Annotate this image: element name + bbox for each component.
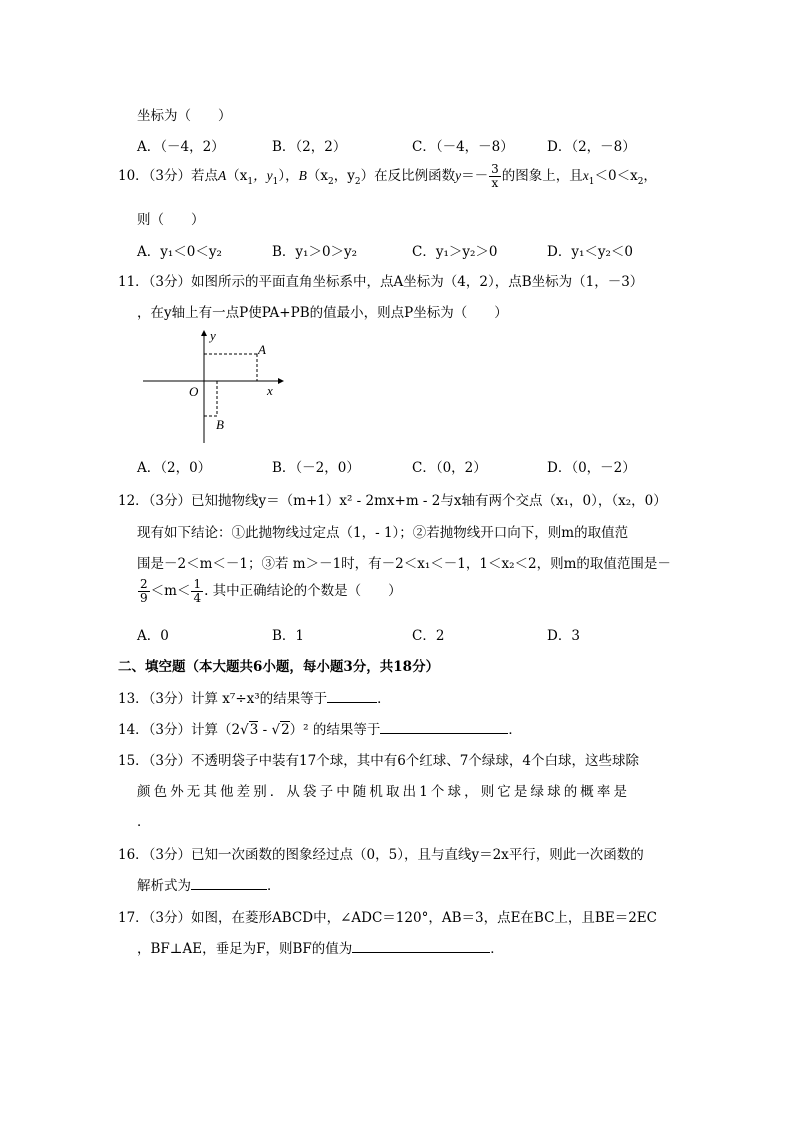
q9-option-c: C．（－4，－8） — [412, 139, 514, 155]
q16-answer-blank[interactable] — [191, 877, 267, 890]
q9-option-b: B．（2，2） — [272, 139, 347, 155]
q10-option-d: D．y₁＜y₂＜0 — [547, 244, 633, 260]
q11-line1: 11．（3分）如图所示的平面直角坐标系中，点A坐标为（4，2），点B坐标为（1，－3） — [118, 274, 644, 290]
y-axis-label: y — [210, 328, 216, 343]
q10-option-a: A．y₁＜0＜y₂ — [137, 244, 222, 260]
q10-option-c: C．y₁＞y₂＞0 — [412, 244, 498, 260]
q17-line2: ，BF⊥AE，垂足为F，则BF的值为 ． — [137, 941, 504, 957]
q11-option-d: D．（0，－2） — [547, 460, 636, 476]
q12-option-d: D．3 — [547, 628, 580, 644]
q12-option-b: B．1 — [272, 628, 305, 644]
q12-line3: 围是－2＜m＜－1；③若 m＞－1时，有－2＜x₁＜－1，1＜x₂＜2，则m的取值范围是－ — [137, 556, 671, 572]
q11-option-a: A．（2，0） — [137, 460, 212, 476]
origin-label: O — [189, 384, 199, 399]
q9-tail: 坐标为（ ） — [137, 108, 232, 124]
q12-line4: $\frac{2}{9}$ ＜m＜ $\frac{1}{4}$ . 其中正确结论的个数是（ ） — [140, 577, 402, 606]
q10-stem: 10．（3分）若点$A(x_1$，$y_1$），$B(x_2$，$y_2$）在反比例函数y＝－ $\frac{3}{x}$ 的图象上，且$x_1<0<x_2$， — [118, 162, 657, 191]
q15-line2: 颜色外无其他差别．从袋子中随机取出1个球，则它是绿球的概率是 — [137, 784, 631, 800]
q16-line2: 解析式为 ． — [137, 878, 281, 894]
q13: 13．（3分）计算 x⁷÷x³的结果等于 ． — [118, 691, 391, 707]
q12-option-c: C．2 — [412, 628, 445, 644]
q15-line1: 15．（3分）不透明袋子中装有17个球，其中有6个红球、7个绿球，4个白球，这些球除 — [118, 753, 639, 769]
q12-fraction-1: $\frac{2}{9}$ — [140, 577, 148, 606]
x-axis-arrow — [278, 378, 284, 384]
q11-line2: ，在y轴上有一点P使PA+PB的值最小，则点P坐标为（ ） — [137, 305, 508, 321]
q11-coordinate-figure — [140, 328, 290, 446]
q10-option-b: B．y₁＞0＞y₂ — [272, 244, 358, 260]
y-axis-arrow — [201, 330, 207, 336]
q10-fraction: $\frac{3}{x}$ — [491, 162, 499, 191]
q17-line1: 17．（3分）如图，在菱形ABCD中，∠ADC＝120°，AB＝3，点E在BC上，且BE＝2EC — [118, 910, 657, 926]
x-axis-label: x — [267, 383, 273, 398]
q12-line1: 12．（3分）已知抛物线y＝（m+1）x² - 2mx+m - 2与x轴有两个交点（x₁，0），（x₂，0） — [118, 493, 667, 509]
q14: 14．（3分）计算（2√3 - √2）² 的结果等于 ． — [118, 722, 522, 738]
q16-line1: 16．（3分）已知一次函数的图象经过点（0，5），且与直线y＝2x平行，则此一次函数的 — [118, 847, 644, 863]
q9-option-a: A．（－4，2） — [137, 139, 225, 155]
q17-answer-blank[interactable] — [352, 940, 490, 953]
point-b-label: B — [216, 417, 224, 432]
q14-answer-blank[interactable] — [380, 721, 508, 734]
point-a-label: A — [258, 342, 266, 357]
q13-answer-blank[interactable] — [327, 690, 377, 703]
section-heading: 二、填空题（本大题共6小题，每小题3分，共18分） — [118, 659, 440, 675]
q15-line3: ． — [137, 814, 151, 830]
q12-fraction-2: $\frac{1}{4}$ — [193, 577, 202, 606]
q10-then: 则（ ） — [137, 212, 205, 228]
q12-line2: 现有如下结论：①此抛物线过定点（1，- 1）；②若抛物线开口向下，则m的取值范 — [137, 525, 629, 541]
q11-option-b: B．（－2，0） — [272, 460, 360, 476]
q12-option-a: A．0 — [137, 628, 169, 644]
q11-option-c: C．（0，2） — [412, 460, 487, 476]
q9-option-d: D．（2，－8） — [547, 139, 636, 155]
